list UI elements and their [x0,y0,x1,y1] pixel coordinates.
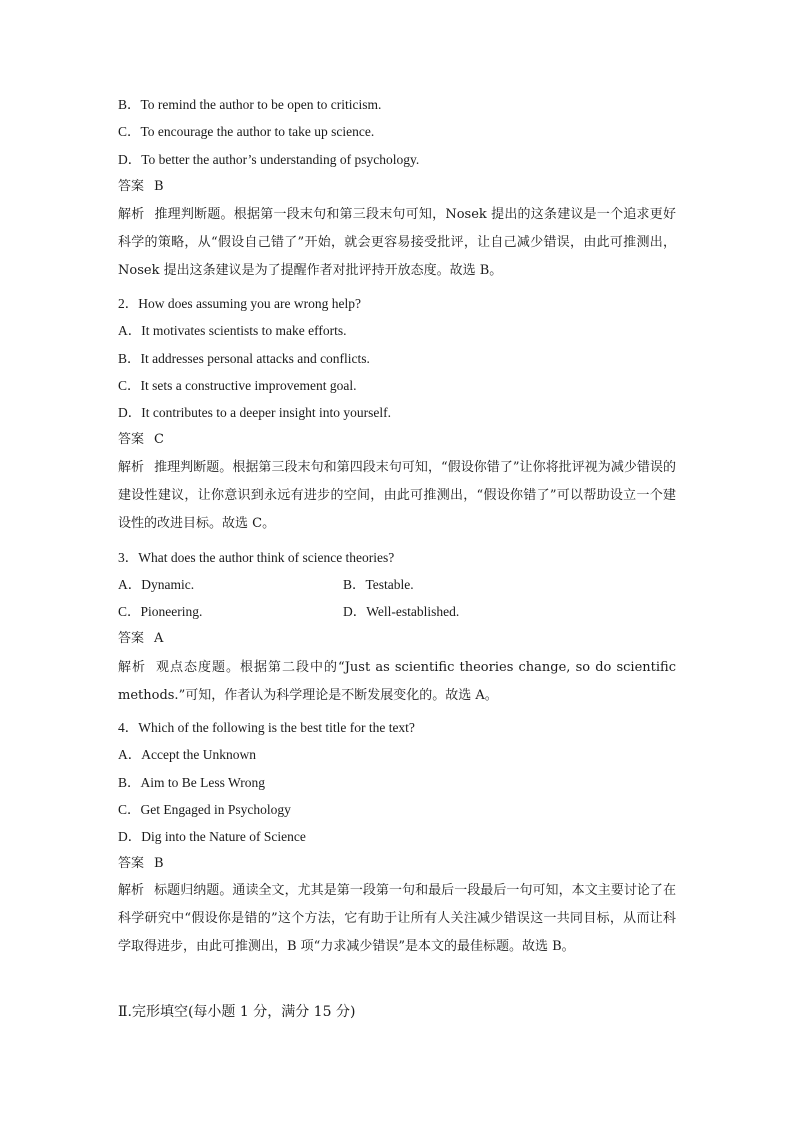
analysis-label: 解析 [118,883,145,898]
q4-option-c: C．Get Engaged in Psychology [118,802,291,817]
q4-analysis [118,877,676,961]
analysis-text: 推理判断题。根据第三段末句和第四段末句可知，“假设你错了”让你将批评视为减少错误的建设性建议，让你意识到永远有进步的空间，由此可推测出，“假设你错了”可以帮助设立一个建设性的改进目标。故选 C。 [118,460,676,531]
q4-option-b: B．Aim to Be Less Wrong [118,775,265,790]
q2-option-b: B．It addresses personal attacks and conflicts. [118,351,370,366]
q3-option-b: B．Testable. [343,577,414,592]
q2-option-c: C．It sets a constructive improvement goal. [118,378,357,393]
analysis-text: 观点态度题。根据第二段中的“Just as scientific theories change, so do scientific methods.”可知，作者认为科学理论是不断发展变化的。故选 A。 [118,660,676,703]
answer-label: 答案 [118,179,145,194]
analysis-label: 解析 [118,207,145,222]
answer-value: B [154,179,164,194]
analysis-label: 解析 [118,460,145,475]
q3-question: 3．What does the author think of science theories? [118,550,395,565]
analysis-text: 标题归纳题。通读全文，尤其是第一段第一句和最后一段最后一句可知，本文主要讨论了在科学研究中“假设你是错的”这个方法，它有助于让所有人关注减少错误这一共同目标，从而让科学取得进步，由此可推测出，B 项“力求减少错误”是本文的最佳标题。故选 B。 [118,883,676,954]
q3-answer-line [118,630,163,648]
answer-value: B [154,856,164,871]
q3-analysis [118,654,676,710]
q4-question: 4．Which of the following is the best title for the text? [118,720,415,735]
q1-answer-line [118,178,164,196]
q3-option-d: D．Well-established. [343,604,460,619]
answer-label: 答案 [118,631,145,646]
q1-option-b: B．To remind the author to be open to criticism. [118,97,382,112]
q1-analysis [118,201,676,285]
q2-option-a: A．It motivates scientists to make efforts. [118,323,347,338]
analysis-text: 推理判断题。根据第一段末句和第三段末句可知，Nosek 提出的这条建议是一个追求更好科学的策略，从“假设自己错了”开始，就会更容易接受批评，让自己减少错误，由此可推测出，Nosek 提出这条建议是为了提醒作者对批评持开放态度。故选 B。 [118,207,676,278]
analysis-label: 解析 [118,660,147,675]
answer-label: 答案 [118,856,145,871]
answer-label: 答案 [118,432,145,447]
q2-answer-line [118,431,164,449]
answer-value: C [154,432,164,447]
section-heading: Ⅱ.完形填空(每小题 1 分，满分 15 分) [118,1004,356,1020]
q4-answer-line [118,855,164,873]
q1-option-d: D．To better the author’s understanding of psychology. [118,152,420,167]
q4-option-a: A．Accept the Unknown [118,747,256,762]
q3-option-a: A．Dynamic. [118,577,195,592]
q2-question: 2．How does assuming you are wrong help? [118,296,361,311]
q2-option-d: D．It contributes to a deeper insight into yourself. [118,405,391,420]
answer-value: A [154,631,164,646]
q3-option-c: C．Pioneering. [118,604,203,619]
q4-option-d: D．Dig into the Nature of Science [118,829,306,844]
q1-option-c: C．To encourage the author to take up science. [118,124,375,139]
q2-analysis [118,454,676,538]
